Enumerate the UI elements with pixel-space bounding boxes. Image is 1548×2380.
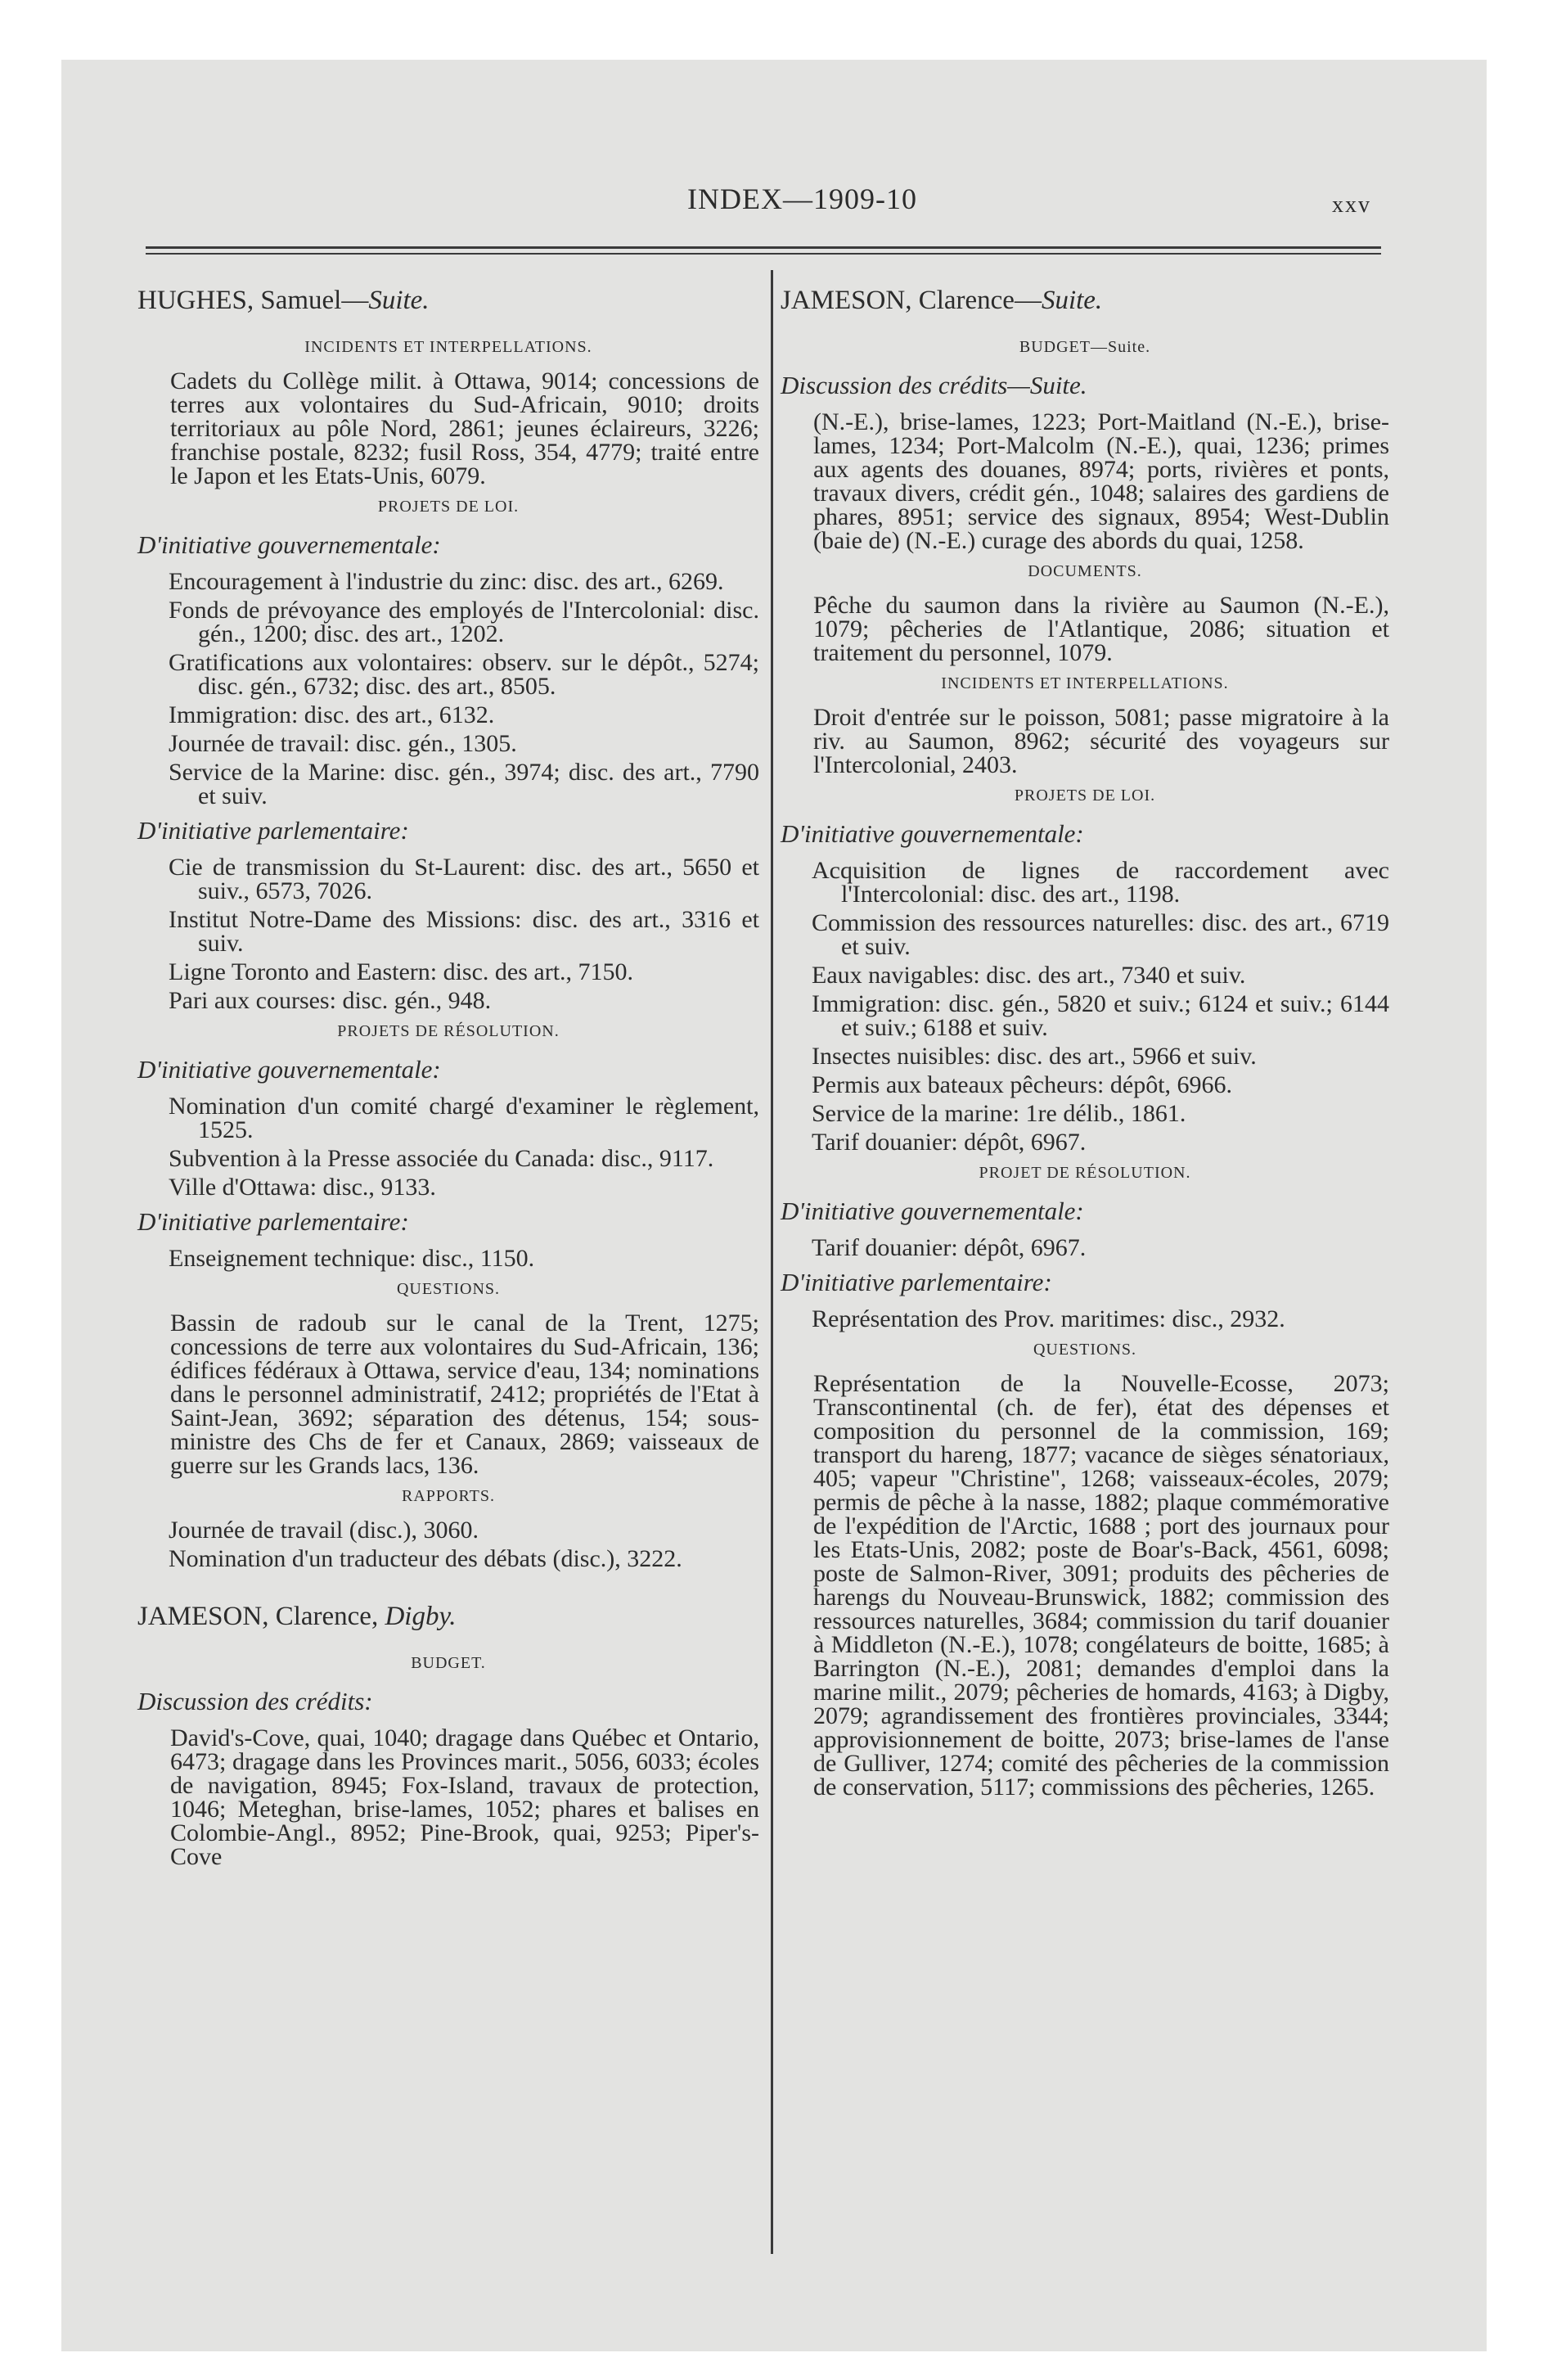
section-header-incidents: INCIDENTS ET INTERPELLATIONS.: [941, 674, 1229, 692]
index-paragraph: (N.-E.), brise-lames, 1223; Port-Maitland (N.-E.), brise-lames, 1234; Port-Malcolm (N.-E.), quai, 1236; primes aux agents des douanes, 8974; ports, rivières et ponts, travaux divers, crédit gén., 1048; salaires des gardiens de phares, 8951; service des signaux, 8954; West-Dublin (baie de) (N.-E.) curage des abords du quai, 1258.: [813, 408, 1389, 554]
section-header-projet-de-resolution: PROJET DE RÉSOLUTION.: [979, 1164, 1191, 1182]
index-paragraph: Droit d'entrée sur le poisson, 5081; passe migratoire à la riv. au Saumon, 8962; sécurité des voyageurs sur l'Intercolonial, 2403.: [813, 704, 1389, 778]
index-item: Subvention à la Presse associée du Canada: disc., 9117.: [169, 1145, 714, 1172]
entry-name: HUGHES, Samuel—: [137, 286, 369, 315]
index-item: Ville d'Ottawa: disc., 9133.: [169, 1174, 436, 1201]
index-item: Eaux navigables: disc. des art., 7340 et suiv.: [812, 962, 1246, 989]
subsection-heading: D'initiative gouvernementale:: [137, 530, 441, 559]
section-header-projets-de-loi: PROJETS DE LOI.: [1014, 787, 1156, 805]
index-item: Cie de transmission du St-Laurent: disc. des art., 5650 et suiv., 6573, 7026.: [169, 854, 759, 904]
index-item: Gratifications aux volontaires: observ. sur le dépôt., 5274; disc. gén., 6732; disc. des art., 8505.: [169, 649, 759, 700]
index-item: Journée de travail (disc.), 3060.: [169, 1517, 479, 1544]
section-header-budget: BUDGET.: [411, 1654, 486, 1672]
section-header-incidents: INCIDENTS ET INTERPELLATIONS.: [304, 338, 592, 356]
index-item: Institut Notre-Dame des Missions: disc. des art., 3316 et suiv.: [169, 906, 759, 957]
page-number: xxv: [1332, 192, 1371, 218]
section-header-questions: QUESTIONS.: [396, 1280, 501, 1298]
index-paragraph: Pêche du saumon dans la rivière au Saumon (N.-E.), 1079; pêcheries de l'Atlantique, 2086; situation et traitement du personnel, 1079.: [813, 592, 1389, 666]
index-item: Nomination d'un traducteur des débats (disc.), 3222.: [169, 1545, 682, 1572]
subsection-heading: Discussion des crédits:: [137, 1687, 373, 1715]
entry-heading-jameson-suite: [781, 282, 1389, 318]
subsection-heading: D'initiative gouvernementale:: [781, 819, 1084, 848]
column-divider: [771, 270, 773, 2254]
subsection-heading: D'initiative parlementaire:: [781, 1268, 1052, 1296]
section-header-budget-suite: BUDGET—Suite.: [1019, 338, 1151, 356]
section-header-projets-de-loi: PROJETS DE LOI.: [377, 498, 520, 516]
index-item: Immigration: disc. gén., 5820 et suiv.; 6124 et suiv.; 6144 et suiv.; 6188 et suiv.: [812, 990, 1389, 1041]
entry-heading-hughes: [137, 282, 759, 318]
running-head: INDEX—1909-10: [687, 183, 917, 215]
right-column: [781, 282, 1389, 1804]
subsection-heading: D'initiative gouvernementale:: [781, 1197, 1084, 1225]
index-item: Insectes nuisibles: disc. des art., 5966 et suiv.: [812, 1043, 1257, 1070]
index-item: Pari aux courses: disc. gén., 948.: [169, 987, 492, 1014]
index-item: Tarif douanier: dépôt, 6967.: [812, 1234, 1087, 1261]
index-paragraph: Représentation de la Nouvelle-Ecosse, 2073; Transcontinental (ch. de fer), état des dépenses et composition du personnel de la commission, 169; transport du hareng, 1877; vacance de sièges sénatoriaux, 405; vapeur "Christine", 1268; vaisseaux-écoles, 2079; permis de pêche à la nasse, 1882; plaque commémorative de l'expédition de l'Arctic, 1688 ; port des journaux pour les Etats-Unis, 2082; poste de Boar's-Back, 4561, 6098; poste de Salmon-River, 3091; produits des pêcheries de harengs du Nouveau-Brunswick, 1882; commission des ressources naturelles, 3684; commission du tarif douanier à Middleton (N.-E.), 1078; congélateurs de boitte, 1685; à Barrington (N.-E.), 2081; demandes d'emploi dans la marine milit., 2079; pêcheries de homards, 4163; à Digby, 2079; agrandissement des frontières provinciales, 3344; approvisionnement de boitte, 2073; brise-lames de l'anse de Gulliver, 1274; comité des pêcheries de la commission de conservation, 5117; commissions des pêcheries, 1265.: [813, 1370, 1389, 1801]
index-item: Journée de travail: disc. gén., 1305.: [169, 730, 517, 757]
entry-heading-jameson: [137, 1598, 759, 1634]
subsection-heading: Discussion des crédits—Suite.: [781, 371, 1087, 399]
header-rule-secondary: [146, 253, 1381, 255]
index-item: Service de la marine: 1re délib., 1861.: [812, 1100, 1186, 1127]
index-item: Tarif douanier: dépôt, 6967.: [812, 1129, 1087, 1156]
header-rule: [146, 246, 1381, 249]
entry-suffix: Suite.: [368, 286, 430, 315]
index-item: Permis aux bateaux pêcheurs: dépôt, 6966.: [812, 1071, 1233, 1098]
entry-suffix: Digby.: [385, 1602, 457, 1631]
index-item: Enseignement technique: disc., 1150.: [169, 1245, 535, 1272]
index-item: Représentation des Prov. maritimes: disc., 2932.: [812, 1305, 1285, 1332]
index-paragraph: David's-Cove, quai, 1040; dragage dans Québec et Ontario, 6473; dragage dans les Provinces marit., 5056, 6033; écoles de navigation, 8945; Fox-Island, travaux de protection, 1046; Meteghan, brise-lames, 1052; phares et balises en Colombie-Angl., 8952; Pine-Brook, quai, 9253; Piper's-Cove: [170, 1724, 759, 1870]
section-header-questions: QUESTIONS.: [1033, 1341, 1137, 1359]
section-header-projets-de-resolution: PROJETS DE RÉSOLUTION.: [337, 1022, 560, 1040]
index-item: Service de la Marine: disc. gén., 3974; disc. des art., 7790 et suiv.: [169, 759, 759, 809]
subsection-heading: D'initiative parlementaire:: [137, 1207, 409, 1236]
subsection-heading: D'initiative gouvernementale:: [137, 1055, 441, 1084]
index-item: Ligne Toronto and Eastern: disc. des art., 7150.: [169, 958, 634, 985]
left-column: [137, 282, 759, 1873]
index-item: Encouragement à l'industrie du zinc: disc. des art., 6269.: [169, 568, 724, 595]
index-paragraph: Cadets du Collège milit. à Ottawa, 9014; concessions de terres aux volontaires du Sud-Africain, 9010; droits territoriaux au pôle Nord, 2861; jeunes éclaireurs, 3226; franchise postale, 8232; fusil Ross, 354, 4779; traité entre le Japon et les Etats-Unis, 6079.: [170, 367, 759, 489]
entry-suffix: Suite.: [1041, 286, 1103, 315]
index-item: Acquisition de lignes de raccordement avec l'Intercolonial: disc. des art., 1198.: [812, 857, 1389, 908]
index-item: Nomination d'un comité chargé d'examiner le règlement, 1525.: [169, 1093, 759, 1143]
entry-name: JAMESON, Clarence—: [781, 286, 1042, 315]
index-item: Fonds de prévoyance des employés de l'Intercolonial: disc. gén., 1200; disc. des art., 1202.: [169, 597, 759, 647]
subsection-heading: D'initiative parlementaire:: [137, 816, 409, 845]
index-paragraph: Bassin de radoub sur le canal de la Trent, 1275; concessions de terre aux volontaires du Sud-Africain, 136; édifices fédéraux à Ottawa, service d'eau, 134; nominations dans le personnel administratif, 2412; propriétés de l'Etat à Saint-Jean, 3692; séparation des détenus, 154; sous-ministre des Chs de fer et Canaux, 2869; vaisseaux de guerre sur les Grands lacs, 136.: [170, 1309, 759, 1479]
section-header-rapports: RAPPORTS.: [402, 1487, 495, 1505]
index-item: Commission des ressources naturelles: disc. des art., 6719 et suiv.: [812, 909, 1389, 960]
section-header-documents: DOCUMENTS.: [1028, 562, 1142, 580]
index-item: Immigration: disc. des art., 6132.: [169, 701, 495, 728]
entry-name: JAMESON, Clarence,: [137, 1602, 385, 1631]
